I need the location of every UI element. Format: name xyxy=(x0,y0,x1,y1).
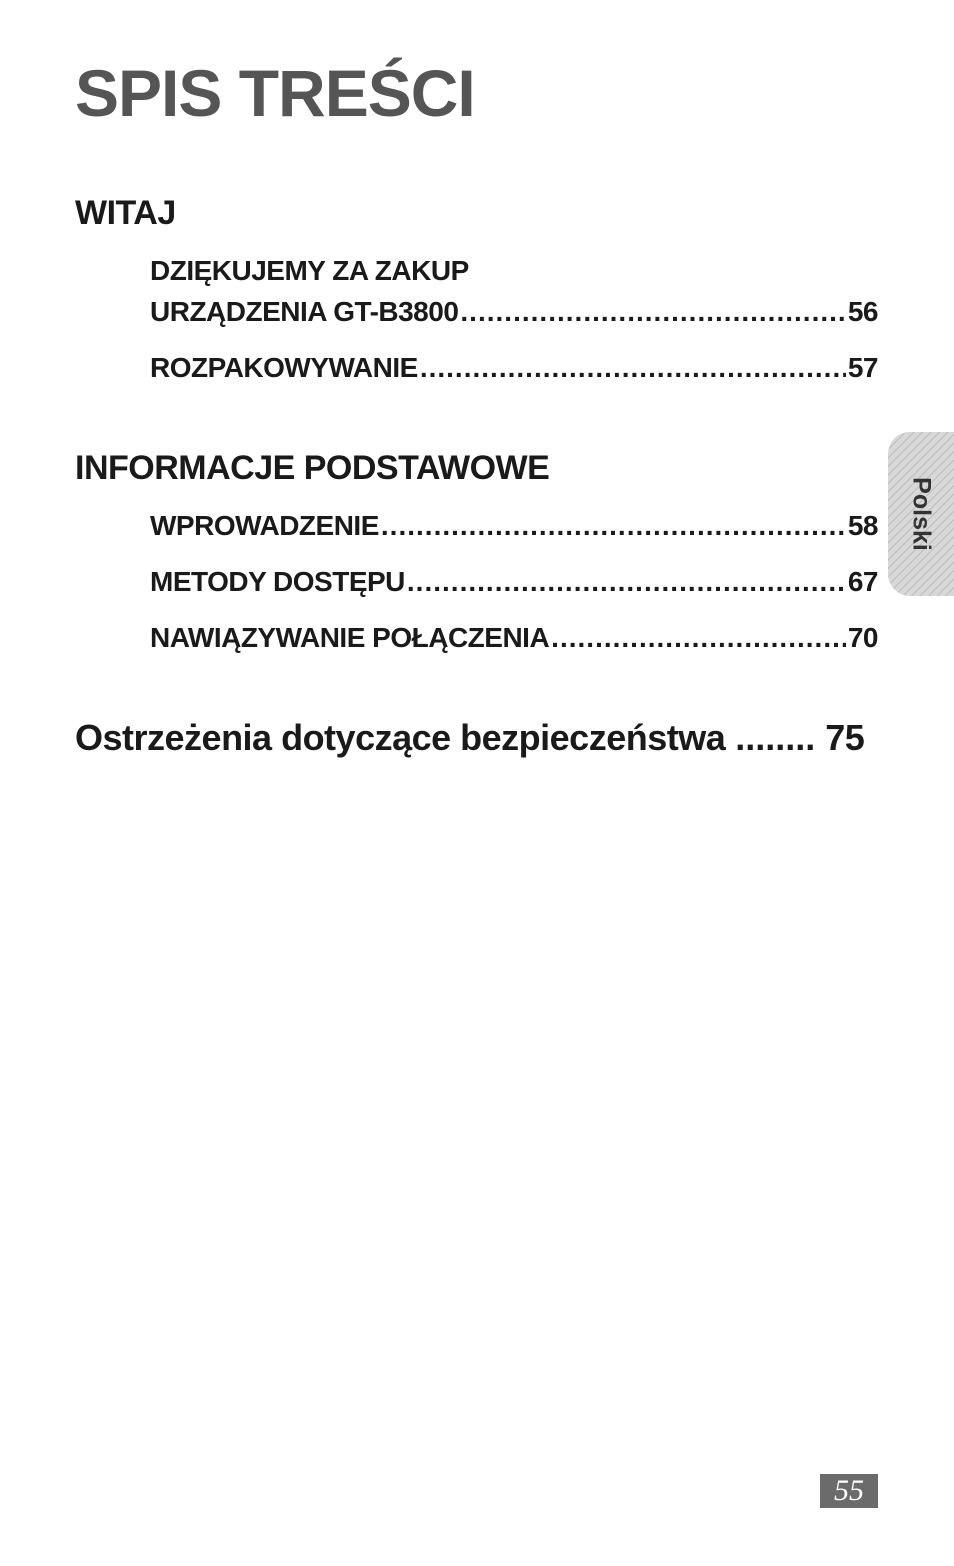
toc-page-number: 75 xyxy=(825,717,865,758)
toc-page-number: 70 xyxy=(847,622,878,653)
toc-entry-introduction[interactable] xyxy=(150,512,878,540)
dot-leader: ........ xyxy=(735,717,816,758)
dot-leader xyxy=(460,298,845,326)
toc-page-number: 57 xyxy=(847,352,878,383)
language-tab xyxy=(888,432,954,596)
toc-entry-label: ROZPAKOWYWANIE xyxy=(150,352,418,383)
page-number: 55 xyxy=(820,1474,878,1508)
toc-entry-unpacking[interactable] xyxy=(150,354,878,382)
toc-entry-thank-you[interactable] xyxy=(150,298,878,326)
page-title: SPIS TREŚCI xyxy=(75,56,475,130)
toc-entry-label: WPROWADZENIE xyxy=(150,510,379,541)
language-tab-label: Polski xyxy=(907,477,936,551)
toc-entry-access-methods[interactable] xyxy=(150,568,878,596)
toc-entry-safety[interactable] xyxy=(75,717,878,758)
toc-entry-label: METODY DOSTĘPU xyxy=(150,566,405,597)
dot-leader xyxy=(381,512,846,540)
dot-leader xyxy=(407,568,846,596)
toc-entry-label: NAWIĄZYWANIE POŁĄCZENIA xyxy=(150,622,550,653)
dot-leader xyxy=(420,354,846,382)
dot-leader xyxy=(551,624,846,652)
section-heading-witaj: WITAJ xyxy=(75,194,176,232)
toc-entry-connection[interactable] xyxy=(150,624,878,652)
toc-entry-label-line1: DZIĘKUJEMY ZA ZAKUP xyxy=(150,255,469,286)
toc-entry-label: URZĄDZENIA GT-B3800 xyxy=(150,296,459,327)
toc-page-number: 56 xyxy=(847,296,878,327)
toc-page-number: 58 xyxy=(847,510,878,541)
section-heading-basics: INFORMACJE PODSTAWOWE xyxy=(75,449,550,487)
toc-page-number: 67 xyxy=(847,566,878,597)
toc-entry-label: Ostrzeżenia dotyczące bezpieczeństwa xyxy=(75,717,726,758)
